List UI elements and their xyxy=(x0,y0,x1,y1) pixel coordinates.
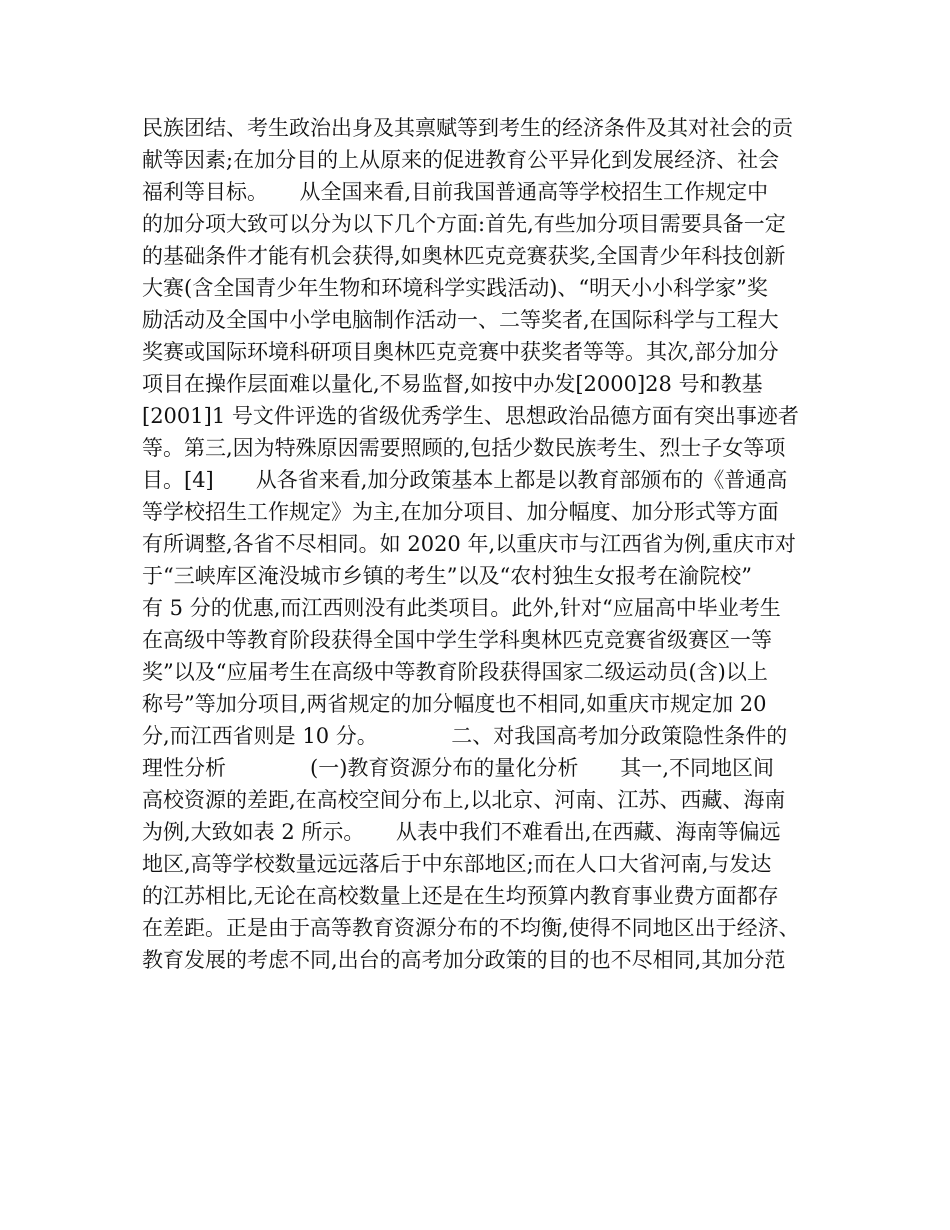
text-line: 民族团结、考生政治出身及其禀赋等到考生的经济条件及其对社会的贡 xyxy=(142,116,793,140)
text-line: 目。[4] 从各省来看,加分政策基本上都是以教育部颁布的《普通高 xyxy=(142,468,788,492)
text-line: 在差距。正是由于高等教育资源分布的不均衡,使得不同地区出于经济、 xyxy=(142,916,800,940)
text-line: [2001]1 号文件评选的省级优秀学生、思想政治品德方面有突出事迹者 xyxy=(142,404,799,428)
text-line: 于“三峡库区淹没城市乡镇的考生”以及“农村独生女报考在渝院校” xyxy=(142,564,752,588)
text-line: 等学校招生工作规定》为主,在加分项目、加分幅度、加分形式等方面 xyxy=(142,500,779,524)
text-line: 教育发展的考虑不同,出台的高考加分政策的目的也不尽相同,其加分范 xyxy=(142,948,786,972)
text-line: 理性分析 (一)教育资源分布的量化分析 其一,不同地区间 xyxy=(142,756,775,780)
text-line: 的江苏相比,无论在高校数量上还是在生均预算内教育事业费方面都存 xyxy=(142,884,779,908)
text-line: 项目在操作层面难以量化,不易监督,如按中办发[2000]28 号和教基 xyxy=(142,372,763,396)
text-line: 奖”以及“应届考生在高级中等教育阶段获得国家二级运动员(含)以上 xyxy=(142,660,768,684)
text-line: 大赛(含全国青少年生物和环境科学实践活动)、“明天小小科学家”奖 xyxy=(142,276,768,300)
text-line: 在高级中等教育阶段获得全国中学生学科奥林匹克竞赛省级赛区一等 xyxy=(142,628,772,652)
text-line: 等。第三,因为特殊原因需要照顾的,包括少数民族考生、烈士子女等项 xyxy=(142,436,786,460)
text-line: 为例,大致如表 2 所示。 从表中我们不难看出,在西藏、海南等偏远 xyxy=(142,820,781,844)
text-line: 地区,高等学校数量远远落后于中东部地区;而在人口大省河南,与发达 xyxy=(142,852,772,876)
text-line: 奖赛或国际环境科研项目奥林匹克竞赛中获奖者等等。其次,部分加分 xyxy=(142,340,779,364)
text-line: 的加分项大致可以分为以下几个方面:首先,有些加分项目需要具备一定 xyxy=(142,212,786,236)
text-line: 分,而江西省则是 10 分。 二、对我国高考加分政策隐性条件的 xyxy=(142,724,788,748)
text-line: 福利等目标。 从全国来看,目前我国普通高等学校招生工作规定中 xyxy=(142,180,769,204)
text-line: 献等因素;在加分目的上从原来的促进教育公平异化到发展经济、社会 xyxy=(142,148,780,172)
text-line: 称号”等加分项目,两省规定的加分幅度也不相同,如重庆市规定加 20 xyxy=(142,692,767,716)
body-text xyxy=(142,112,832,976)
text-line: 高校资源的差距,在高校空间分布上,以北京、河南、江苏、西藏、海南 xyxy=(142,788,786,812)
text-line: 有所调整,各省不尽相同。如 2020 年,以重庆市与江西省为例,重庆市对 xyxy=(142,532,796,556)
text-line: 有 5 分的优惠,而江西则没有此类项目。此外,针对“应届高中毕业考生 xyxy=(142,596,781,620)
text-line: 励活动及全国中小学电脑制作活动一、二等奖者,在国际科学与工程大 xyxy=(142,308,779,332)
text-line: 的基础条件才能有机会获得,如奥林匹克竞赛获奖,全国青少年科技创新 xyxy=(142,244,786,268)
